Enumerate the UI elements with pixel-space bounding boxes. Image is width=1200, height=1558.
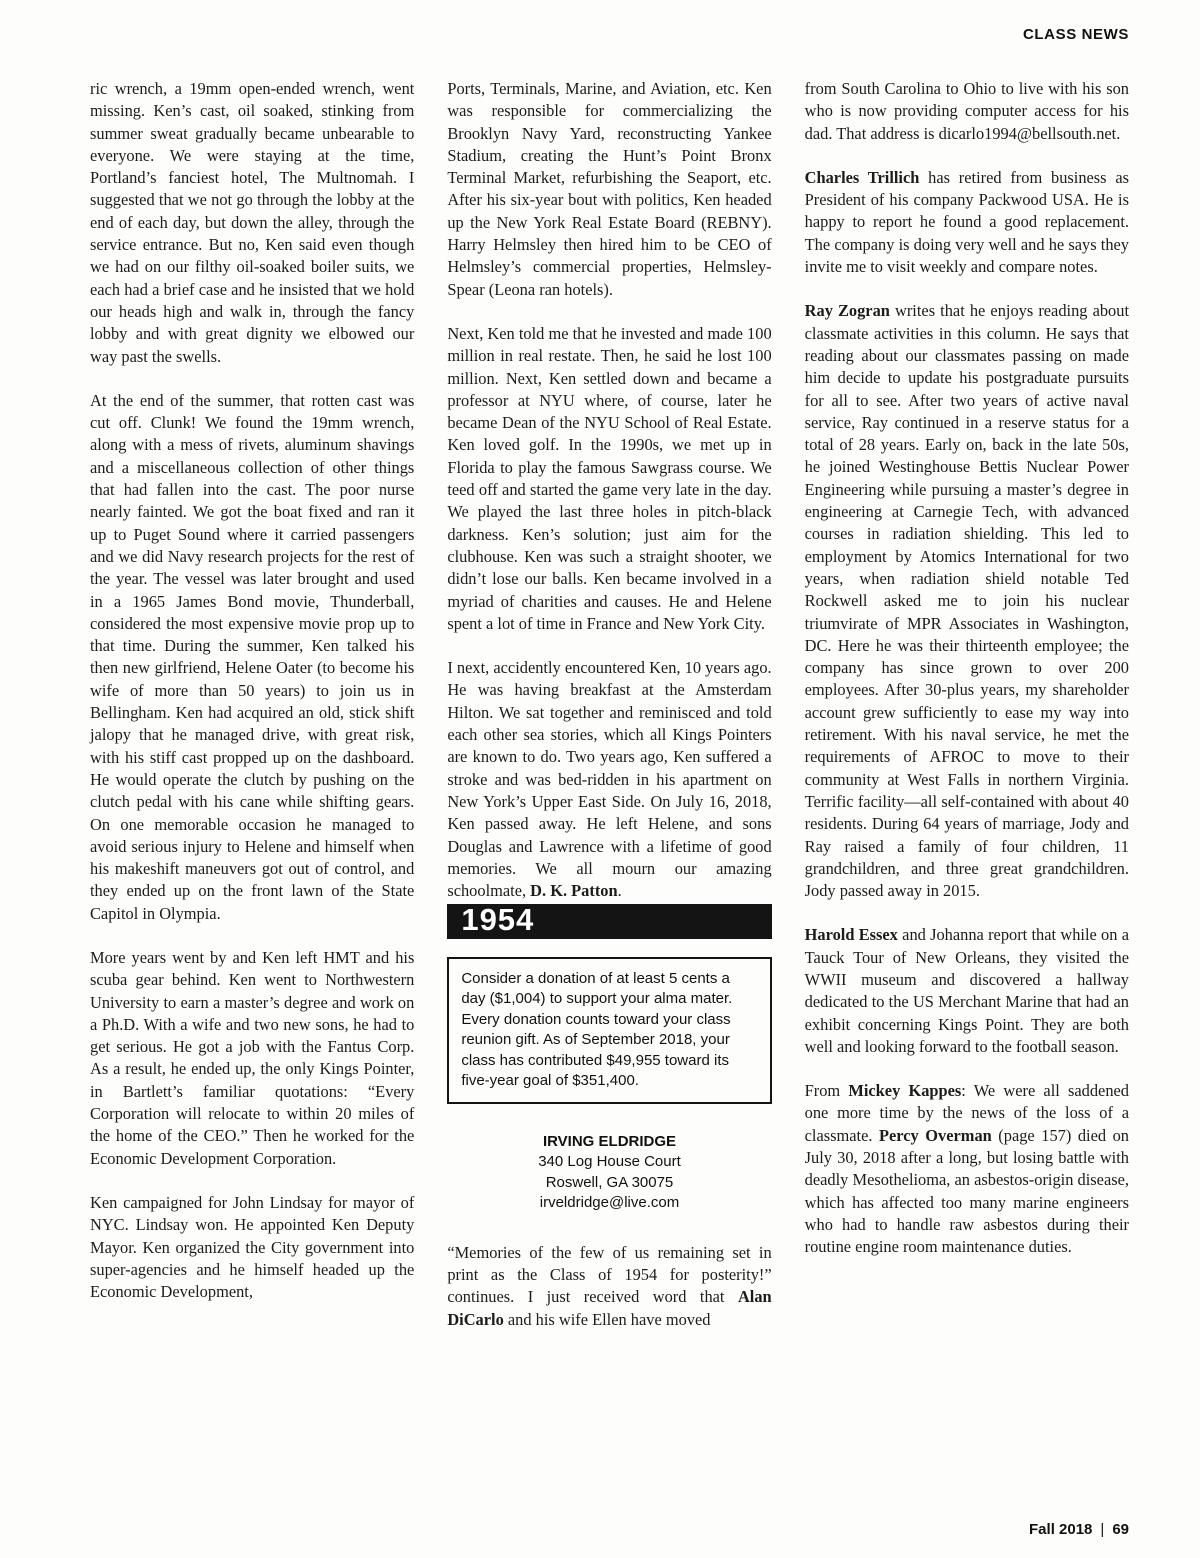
paragraph-text: “Memories of the few of us remaining set in print as the Class of 1954 for posterity!” continues. I just received word that — [447, 1242, 772, 1307]
paragraph-text: Ken campaigned for John Lindsay for mayor of NYC. Lindsay won. He appointed Ken Deputy Mayor. Ken organized the City government into super-agencies and he himself headed up the Economic Development, — [90, 1192, 415, 1302]
paragraph-text: has retired from business as President of his company Packwood USA. He is happy to report he found a good replacement. The company is doing very well and he says they invite me to visit weekly and compare notes. — [804, 167, 1129, 277]
paragraph-text: . — [617, 881, 622, 901]
paragraph — [805, 78, 1129, 145]
paragraph-text: (page 157) died on July 30, 2018 after a long, but losing battle with deadly Mesothelioma, an asbestos-origin disease, which has affected too many marine engineers who had to handle raw asbestos during their routine engine room maintenance duties. — [804, 1125, 1129, 1257]
paragraph-text: and Johanna report that while on a Tauck Tour of New Orleans, they visited the WWII museum and discovered a hallway dedicated to the US Merchant Marine that had an exhibit concerning Kings Point. They are both well and looking forward to the football season. — [804, 925, 1129, 1056]
paragraph-text: from South Carolina to Ohio to live with his son who is now providing computer access for his dad. That address is dicarlo1994@bellsouth.net. — [804, 79, 1129, 143]
paragraph-text: : We were all saddened one more time by the news of the loss of a classmate. — [804, 1081, 1129, 1145]
column-2 — [447, 78, 771, 1331]
paragraph-text: and his wife Ellen have moved — [503, 1309, 711, 1329]
contact-block — [447, 1132, 771, 1214]
footer-issue: Fall 2018 — [1029, 1521, 1093, 1538]
footer-page-number: 69 — [1112, 1521, 1129, 1538]
classmate-name: Alan DiCarlo — [447, 1287, 772, 1329]
paragraph — [447, 78, 771, 301]
paragraph — [447, 1242, 771, 1331]
content-columns — [90, 78, 1129, 1331]
section-title: CLASS NEWS — [1022, 26, 1129, 43]
donation-box — [447, 957, 771, 1104]
classmate-name: D. K. Patton — [530, 881, 618, 901]
paragraph-text: At the end of the summer, that rotten cast was cut off. Clunk! We found the 19mm wrench, along with a mess of rivets, aluminum shavings and a miscellaneous collection of other things that had fallen into the cast. The poor nurse nearly fainted. We got the boat fixed and ran it up to Puget Sound where it carried passengers and we did Navy research projects for the rest of the year. The vessel was later brought and used in a 1965 James Bond movie, Thunderball, considered the most expensive movie prop up to that time. During the summer, Ken talked his then new girlfriend, Helene Oater (to become his wife of more than 50 years) to join us in Bellingham. Ken had acquired an old, stick shift jalopy that he managed drive, with great risk, with his stiff cast propped up on the dashboard. He would operate the clutch by pushing on the clutch pedal with his cane while shifting gears. On one memorable occasion he managed to avoid serious injury to Helene and himself when his makeshift maneuvers got out of control, and they ended up on the front lawn of the State Capitol in Olympia. — [90, 390, 415, 923]
contact-address-line2: Roswell, GA 30075 — [545, 1173, 674, 1191]
classmate-name: Percy Overman — [879, 1125, 992, 1145]
paragraph-text: Next, Ken told me that he invested and made 100 million in real restate. Then, he said he lost 100 million. Next, Ken settled down and became a professor at NYU where, of course, later he became Dean of the NYU School of Real Estate. Ken loved golf. In the 1990s, we met up in Florida to play the famous Sawgrass course. We teed off and started the game very late in the day. We played the last three holes in pitch-black darkness. Ken’s solution; just aim for the clubhouse. Ken was such a straight shooter, we didn’t lose our balls. Ken became involved in a myriad of charities and causes. He and Helene spent a lot of time in France and New York City. — [447, 323, 772, 633]
paragraph-text: Ports, Terminals, Marine, and Aviation, etc. Ken was responsible for commercializing the Brooklyn Navy Yard, reconstructing Yankee Stadium, creating the Hunt’s Point Bronx Terminal Market, refurbishing the Seaport, etc. After his six-year bout with politics, Ken headed up the New York Real Estate Board (REBNY). Harry Helmsley then hired him to be CEO of Helmsley’s commercial properties, Helmsley-Spear (Leona ran hotels). — [447, 79, 772, 299]
paragraph-text: From — [804, 1081, 849, 1101]
column-3 — [805, 78, 1129, 1331]
classmate-name: Charles Trillich — [804, 167, 920, 187]
class-year-label: 1954 — [461, 902, 535, 938]
classmate-name: Harold Essex — [804, 925, 898, 945]
donation-text: Consider a donation of at least 5 cents a day ($1,004) to support your alma mater. Every donation counts toward your class reunion gift. As of September 2018, your class has contributed $49,955 toward its five-year goal of $351,400. — [461, 969, 733, 1090]
paragraph — [447, 323, 771, 635]
page-header — [1023, 26, 1129, 43]
column-1 — [90, 78, 414, 1331]
paragraph — [90, 947, 414, 1170]
classmate-name: Mickey Kappes — [848, 1081, 962, 1101]
paragraph-text: writes that he enjoys reading about classmate activities in this column. He says that reading about our classmates passing on made him decide to update his postgraduate pursuits for all to see. After two years of active naval service, Ray continued in a reserve status for a total of 28 years. Early on, back in the late 50s, he joined Westinghouse Bettis Nuclear Power Engineering while pursuing a master’s degree in engineering at Carnegie Tech, with advanced courses in radiation shielding. This led to employment by Atomics International for two years, when radiation shield notable Ted Rockwell asked me to join his nuclear triumvirate of MPR Associates in Washington, DC. Here he was their thirteenth employee; the company has since grown to over 200 employees. After 30-plus years, my shareholder account grew sufficiently to ease my way into retirement. With his naval service, he met the requirements of AFROC to move to their community at West Falls in northern Virginia. Terrific facility—all self-contained with about 40 residents. During 64 years of marriage, Jody and Ray raised a family of four children, 11 grandchildren, and three great grandchildren. Jody passed away in 2015. — [804, 301, 1129, 901]
contact-address-line1: 340 Log House Court — [538, 1153, 681, 1171]
paragraph — [447, 657, 771, 902]
paragraph-text: I next, accidently encountered Ken, 10 years ago. He was having breakfast at the Amsterdam Hilton. We sat together and reminisced and told each other sea stories, which all Kings Pointers are known to do. Two years ago, Ken suffered a stroke and was bed-ridden in his apartment on New York’s Upper East Side. On July 16, 2018, Ken passed away. He left Helene, and sons Douglas and Lawrence with a lifetime of good memories. We all mourn our amazing schoolmate, — [447, 658, 772, 901]
footer-separator: | — [1100, 1521, 1105, 1538]
paragraph — [805, 300, 1129, 902]
paragraph — [90, 390, 414, 925]
paragraph-text: More years went by and Ken left HMT and his scuba gear behind. Ken went to Northwestern University to earn a master’s degree and work on a Ph.D. With a wife and two new sons, he had to get serious. He got a job with the Fantus Corp. As a result, he ended up, the only Kings Pointer, in Bartlett’s familiar quotations: “Every Corporation will relocate to within 20 miles of the home of the CEO.” Then he worked for the Economic Development Corporation. — [90, 947, 415, 1168]
paragraph-text: ric wrench, a 19mm open-ended wrench, went missing. Ken’s cast, oil soaked, stinking from summer sweat gradually became unbearable to everyone. We were staying at the time, Portland’s fanciest hotel, The Multnomah. I suggested that we not go through the lobby at the end of each day, but down the alley, through the service entrance. But no, Ken said even though we had on our filthy oil-soaked boiler suits, we each had a brief case and he insisted that we hold our heads high and walk in, through the fancy lobby and with great dignity we elbowed our way past the swells. — [90, 79, 415, 366]
classmate-name: Ray Zogran — [804, 301, 890, 321]
paragraph — [90, 78, 414, 368]
paragraph — [805, 1080, 1129, 1258]
class-year-banner — [447, 904, 771, 938]
contact-name: IRVING ELDRIDGE — [542, 1132, 677, 1150]
paragraph — [805, 167, 1129, 278]
page-footer — [1029, 1521, 1129, 1538]
paragraph — [805, 924, 1129, 1058]
column-2-bottom-paragraphs — [447, 1242, 771, 1331]
column-2-top-paragraphs — [447, 78, 771, 902]
paragraph — [90, 1192, 414, 1303]
contact-email: irveldridge@live.com — [539, 1194, 680, 1212]
